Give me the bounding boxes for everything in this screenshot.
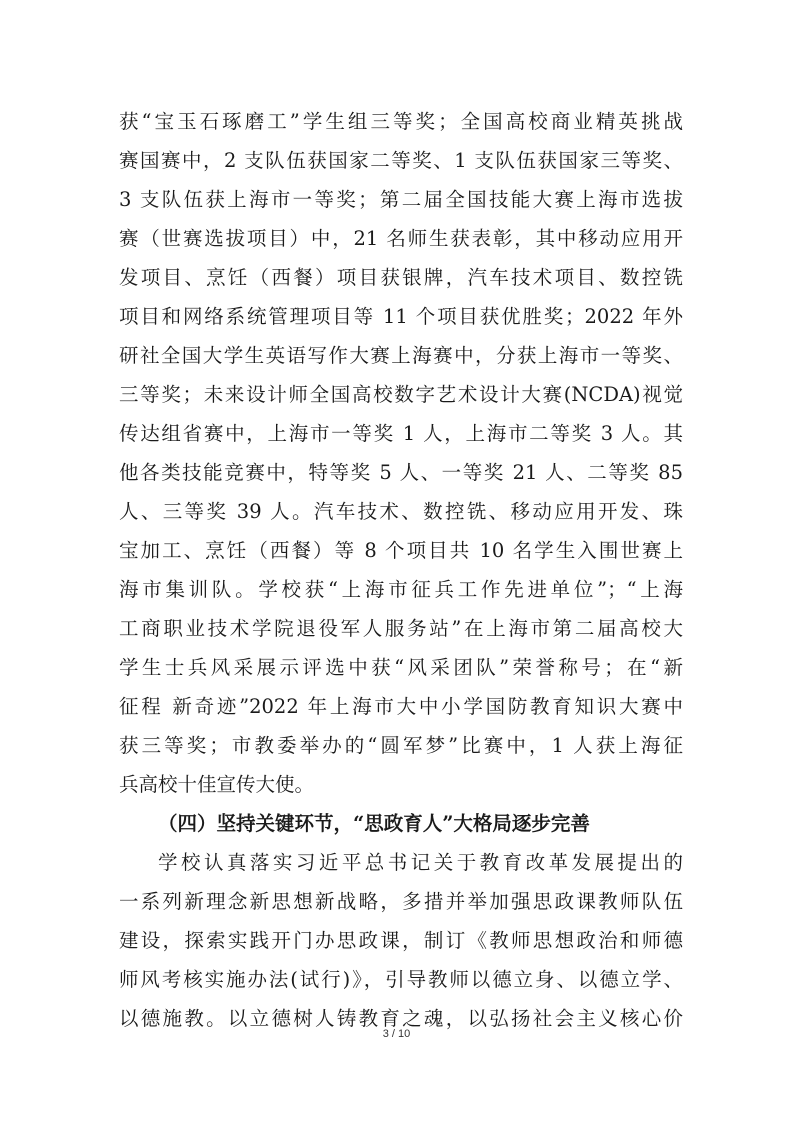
text-line: 3 支队伍获上海市一等奖；第二届全国技能大赛上海市选拔 — [119, 188, 683, 211]
text-line: 一系列新理念新思想新战略，多措并举加强思政课教师队伍 — [119, 890, 683, 913]
text-line: 三等奖；未来设计师全国高校数字艺术设计大赛(NCDA)视觉 — [119, 383, 683, 406]
paragraph-continued — [119, 102, 683, 804]
text-line: 建设，探索实践开门办思政课，制订《教师思想政治和师德 — [119, 929, 683, 952]
page-number: 3 / 10 — [382, 1028, 411, 1040]
text-line: 获“宝玉石琢磨工”学生组三等奖；全国高校商业精英挑战 — [119, 110, 683, 133]
text-line: 发项目、烹饪（西餐）项目获银牌，汽车技术项目、数控铣 — [119, 266, 683, 289]
text-line: 工商职业技术学院退役军人服务站”在上海市第二届高校大 — [119, 617, 683, 640]
body-text — [119, 102, 683, 1038]
text-line: 学校认真落实习近平总书记关于教育改革发展提出的 — [158, 851, 683, 874]
text-line: 项目和网络系统管理项目等 11 个项目获优胜奖；2022 年外 — [119, 305, 683, 328]
text-line: 以德施教。以立德树人铸教育之魂，以弘扬社会主义核心价 — [119, 1007, 683, 1030]
text-line: 人、三等奖 39 人。汽车技术、数控铣、移动应用开发、珠 — [119, 500, 683, 523]
text-line: 赛（世赛选拔项目）中，21 名师生获表彰，其中移动应用开 — [119, 227, 683, 250]
text-line: 获三等奖；市教委举办的“圆军梦”比赛中，1 人获上海征 — [119, 734, 683, 757]
text-line: 海市集训队。学校获“上海市征兵工作先进单位”；“上海 — [119, 578, 683, 601]
text-line: 师风考核实施办法(试行)》，引导教师以德立身、以德立学、 — [119, 968, 683, 991]
text-line: 宝加工、烹饪（西餐）等 8 个项目共 10 名学生入围世赛上 — [119, 539, 683, 562]
text-line: 赛国赛中，2 支队伍获国家二等奖、1 支队伍获国家三等奖、 — [119, 149, 683, 172]
text-line: 传达组省赛中，上海市一等奖 1 人，上海市二等奖 3 人。其 — [119, 422, 683, 445]
text-line: 研社全国大学生英语写作大赛上海赛中，分获上海市一等奖、 — [119, 344, 683, 367]
section-heading: （四）坚持关键环节，“思政育人”大格局逐步完善 — [158, 812, 590, 835]
paragraph-new — [119, 843, 683, 1038]
text-line: 他各类技能竞赛中，特等奖 5 人、一等奖 21 人、二等奖 85 — [119, 461, 683, 484]
text-line: 征程 新奇迹”2022 年上海市大中小学国防教育知识大赛中 — [119, 695, 683, 718]
text-line: 学生士兵风采展示评选中获“风采团队”荣誉称号；在“新 — [119, 656, 683, 679]
text-line: 兵高校十佳宣传大使。 — [119, 773, 315, 796]
